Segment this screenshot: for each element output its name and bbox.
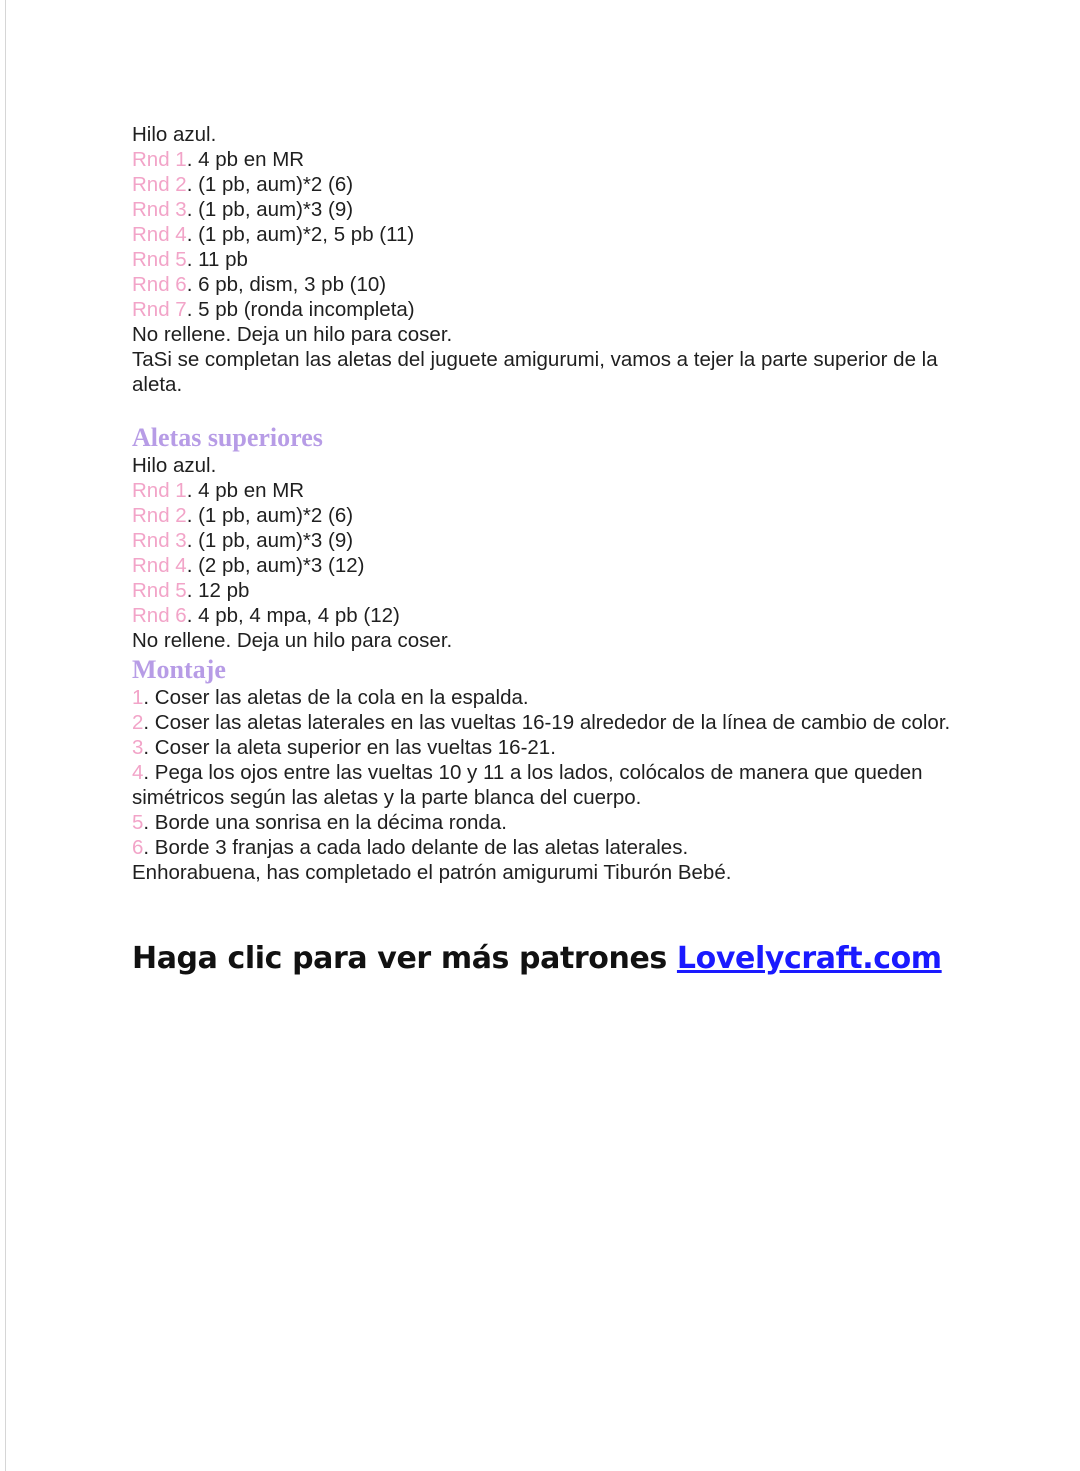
closing-text: Enhorabuena, has completado el patrón amigurumi Tiburón Bebé.: [132, 861, 732, 884]
round-text: . 4 pb, 4 mpa, 4 pb (12): [186, 604, 400, 627]
round-text: . 4 pb en MR: [186, 148, 305, 171]
assembly-step-5: [132, 810, 952, 835]
step-number: 4: [132, 761, 144, 784]
section2-round-5: [132, 578, 952, 603]
step-number: 6: [132, 836, 144, 859]
round-text: . 11 pb: [186, 248, 248, 271]
round-text: . 6 pb, dism, 3 pb (10): [186, 273, 387, 296]
assembly-step-4: [132, 760, 952, 810]
round-text: . (1 pb, aum)*3 (9): [186, 198, 354, 221]
assembly-step-3: [132, 735, 952, 760]
step-text: . Borde una sonrisa en la décima ronda.: [143, 811, 507, 834]
step-text: . Borde 3 franjas a cada lado delante de las aletas laterales.: [143, 836, 689, 859]
heading-aletas-superiores: Aletas superiores: [132, 423, 323, 452]
round-text: . 12 pb: [186, 579, 250, 602]
round-text: . (1 pb, aum)*2 (6): [186, 173, 354, 196]
step-text: . Coser las aletas de la cola en la espalda.: [143, 686, 529, 709]
section1-round-3: [132, 197, 952, 222]
step-number: 5: [132, 811, 144, 834]
pattern-content: [132, 122, 952, 979]
section1-round-4: [132, 222, 952, 247]
section1-round-1: [132, 147, 952, 172]
round-text: . 4 pb en MR: [186, 479, 305, 502]
round-text: . (1 pb, aum)*2 (6): [186, 504, 354, 527]
step-number: 1: [132, 686, 144, 709]
heading-montaje: Montaje: [132, 655, 226, 684]
section1-intro: Hilo azul.: [132, 123, 217, 146]
assembly-step-6: [132, 835, 952, 860]
round-label: Rnd 2: [132, 504, 187, 527]
section2-round-4: [132, 553, 952, 578]
cta-line: [132, 939, 952, 979]
step-number: 3: [132, 736, 144, 759]
section1-note: No rellene. Deja un hilo para coser.: [132, 323, 453, 346]
round-label: Rnd 5: [132, 579, 187, 602]
round-text: . (1 pb, aum)*2, 5 pb (11): [186, 223, 415, 246]
section2-intro: Hilo azul.: [132, 454, 217, 477]
section2-round-1: [132, 478, 952, 503]
round-label: Rnd 4: [132, 223, 187, 246]
assembly-step-1: [132, 685, 952, 710]
round-label: Rnd 4: [132, 554, 187, 577]
section2-round-6: [132, 603, 952, 628]
section2-round-3: [132, 528, 952, 553]
section1-round-5: [132, 247, 952, 272]
round-label: Rnd 3: [132, 529, 187, 552]
cta-text: Haga clic para ver más patrones: [132, 941, 677, 976]
section1-round-7: [132, 297, 952, 322]
round-label: Rnd 6: [132, 604, 187, 627]
round-label: Rnd 7: [132, 298, 187, 321]
assembly-step-2: [132, 710, 952, 735]
step-text: . Coser las aletas laterales en las vueltas 16-19 alrededor de la línea de cambio de color.: [143, 711, 951, 734]
section2-round-2: [132, 503, 952, 528]
round-text: . (2 pb, aum)*3 (12): [186, 554, 365, 577]
round-label: Rnd 6: [132, 273, 187, 296]
round-text: . 5 pb (ronda incompleta): [186, 298, 415, 321]
round-label: Rnd 1: [132, 148, 187, 171]
step-text: . Coser la aleta superior en las vueltas 16-21.: [143, 736, 556, 759]
lovelycraft-link[interactable]: Lovelycraft.com: [676, 941, 942, 976]
round-label: Rnd 5: [132, 248, 187, 271]
section1-round-2: [132, 172, 952, 197]
round-label: Rnd 2: [132, 173, 187, 196]
round-text: . (1 pb, aum)*3 (9): [186, 529, 354, 552]
section1-round-6: [132, 272, 952, 297]
section2-note: No rellene. Deja un hilo para coser.: [132, 629, 453, 652]
page-edge-divider: [5, 0, 6, 1471]
step-number: 2: [132, 711, 144, 734]
section1-paragraph: TaSi se completan las aletas del juguete amigurumi, vamos a tejer la parte superior de la aleta.: [132, 348, 938, 396]
round-label: Rnd 1: [132, 479, 187, 502]
round-label: Rnd 3: [132, 198, 187, 221]
step-text: . Pega los ojos entre las vueltas 10 y 11 a los lados, colócalos de manera que queden simétricos según las aletas y la parte blanca del cuerpo.: [132, 761, 923, 809]
